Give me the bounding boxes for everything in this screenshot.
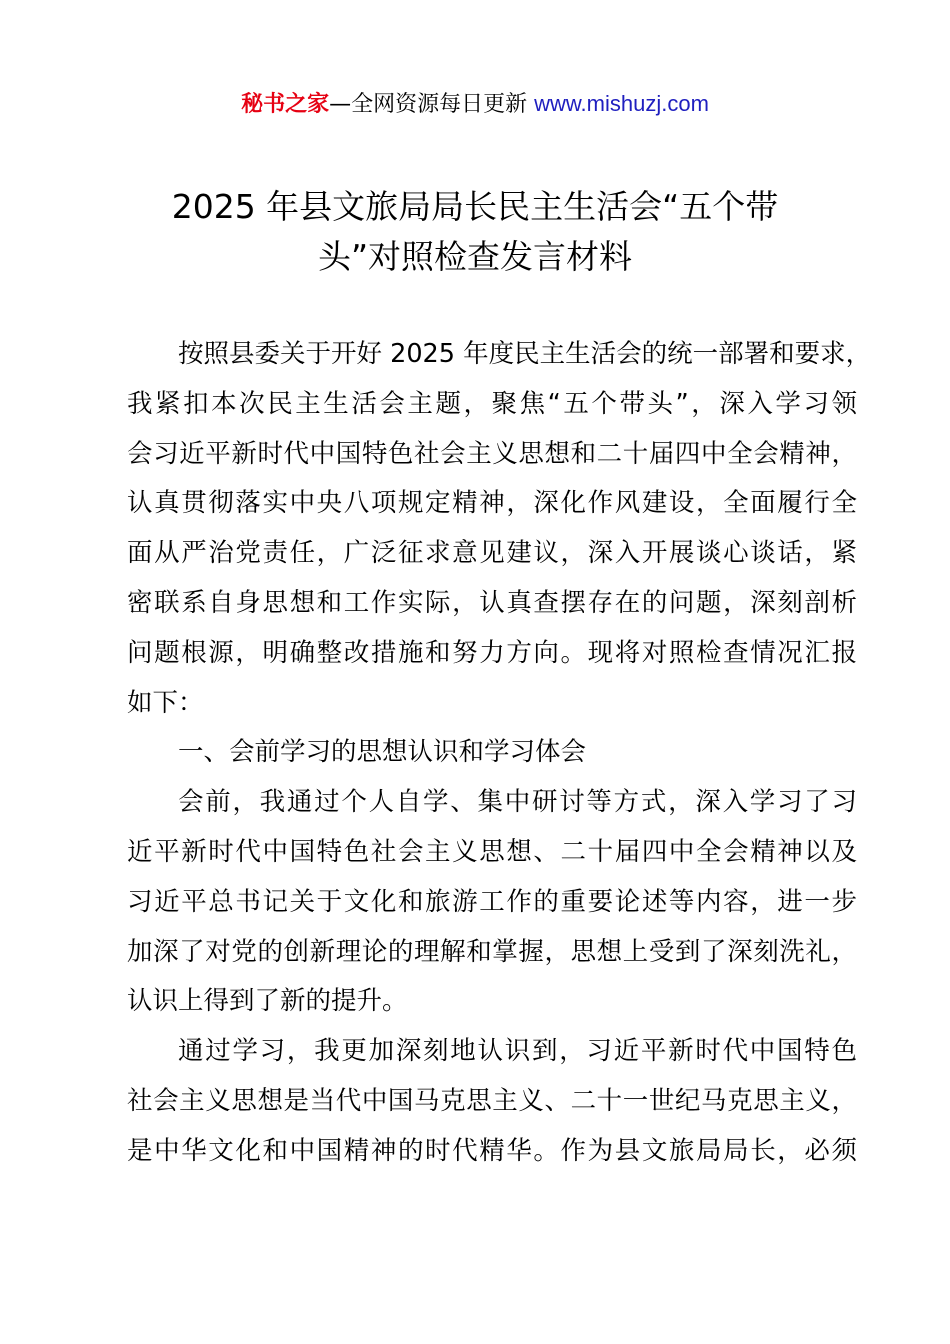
paragraph-intro — [127, 330, 872, 728]
text-line: 社会主义思想是当代中国马克思主义、二十一世纪马克思主义， — [127, 1085, 857, 1116]
paragraph-understanding — [127, 1027, 857, 1176]
text-line: 认真贯彻落实中央八项规定精神，深化作风建设，全面履行全 — [127, 488, 857, 519]
text-line: 面从严治党责任，广泛征求意见建议，深入开展谈心谈话，紧 — [127, 538, 857, 569]
text-line: 密联系自身思想和工作实际，认真查摆存在的问题，深刻剖析 — [127, 587, 857, 618]
text-line: 近平新时代中国特色社会主义思想、二十届四中全会精神以及 — [127, 836, 857, 867]
document-title — [100, 182, 850, 282]
text-line: 习近平总书记关于文化和旅游工作的重要论述等内容，进一步 — [127, 886, 857, 917]
text-line: 加深了对党的创新理论的理解和掌握，思想上受到了深刻洗礼， — [127, 936, 857, 967]
heading-line: 一、会前学习的思想认识和学习体会 — [178, 737, 587, 768]
document-body — [127, 330, 872, 1177]
title-line: 2025 年县文旅局局长民主生活会“五个带 — [171, 187, 779, 226]
paragraph-study — [127, 778, 857, 1027]
text-line: 认识上得到了新的提升。 — [127, 986, 408, 1017]
text-line: 问题根源，明确整改措施和努力方向。现将对照检查情况汇报 — [127, 637, 857, 668]
title-line: 头”对照检查发言材料 — [317, 237, 633, 276]
text-line: 是中华文化和中国精神的时代精华。作为县文旅局局长，必须 — [127, 1135, 857, 1166]
text-line: 如下： — [127, 687, 204, 718]
section-heading — [127, 728, 857, 778]
text-line: 按照县委关于开好 2025 年度民主生活会的统一部署和要求， — [178, 339, 872, 369]
site-url-link[interactable]: www.mishuzj.com — [534, 91, 709, 116]
text-line: 通过学习，我更加深刻地认识到，习近平新时代中国特色 — [178, 1036, 857, 1067]
site-header — [0, 88, 950, 121]
brand-name: 秘书之家 — [241, 92, 330, 117]
text-line: 会前，我通过个人自学、集中研讨等方式，深入学习了习 — [178, 787, 857, 818]
text-line: 我紧扣本次民主生活会主题，聚焦“五个带头”，深入学习领 — [127, 388, 857, 419]
header-slogan: —全网资源每日更新 — [329, 92, 528, 117]
text-line: 会习近平新时代中国特色社会主义思想和二十届四中全会精神， — [127, 438, 857, 469]
